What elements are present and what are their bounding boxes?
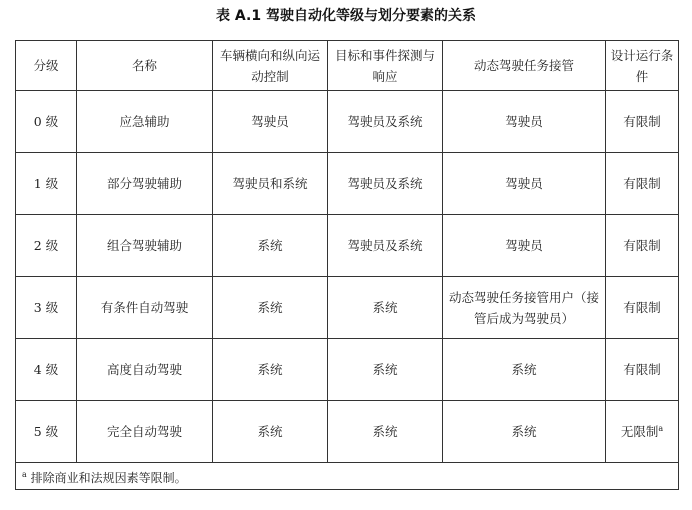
cell-level: 5 级 — [16, 401, 77, 463]
cell-name: 完全自动驾驶 — [77, 401, 213, 463]
cell-name: 组合驾驶辅助 — [77, 215, 213, 277]
cell-control: 系统 — [213, 277, 328, 339]
cell-takeover: 系统 — [443, 339, 606, 401]
cell-control: 驾驶员 — [213, 91, 328, 153]
automation-levels-table — [15, 40, 679, 490]
footnote-mark: a — [22, 469, 27, 479]
cell-control: 驾驶员和系统 — [213, 153, 328, 215]
cell-control: 系统 — [213, 401, 328, 463]
cell-level: 2 级 — [16, 215, 77, 277]
cell-level: 0 级 — [16, 91, 77, 153]
cell-detection: 驾驶员及系统 — [328, 91, 443, 153]
cell-detection: 驾驶员及系统 — [328, 153, 443, 215]
header-row — [16, 41, 679, 91]
table-row — [16, 91, 679, 153]
cell-odd — [606, 153, 679, 215]
header-level: 分级 — [16, 41, 77, 91]
cell-detection: 系统 — [328, 277, 443, 339]
cell-odd — [606, 215, 679, 277]
cell-detection: 系统 — [328, 339, 443, 401]
cell-odd — [606, 339, 679, 401]
table-footnote — [16, 463, 679, 490]
header-odd: 设计运行条件 — [606, 41, 679, 91]
odd-value: 有限制 — [623, 362, 661, 377]
header-control: 车辆横向和纵向运动控制 — [213, 41, 328, 91]
odd-value: 无限制 — [620, 424, 659, 439]
odd-value: 有限制 — [623, 176, 661, 191]
cell-level: 3 级 — [16, 277, 77, 339]
cell-takeover: 系统 — [443, 401, 606, 463]
cell-takeover: 驾驶员 — [443, 215, 606, 277]
cell-takeover: 驾驶员 — [443, 91, 606, 153]
cell-name: 部分驾驶辅助 — [77, 153, 213, 215]
table-caption: 表 A.1 驾驶自动化等级与划分要素的关系 — [216, 8, 476, 24]
cell-odd — [606, 277, 679, 339]
cell-level: 1 级 — [16, 153, 77, 215]
header-name: 名称 — [77, 41, 213, 91]
cell-level: 4 级 — [16, 339, 77, 401]
cell-name: 有条件自动驾驶 — [77, 277, 213, 339]
cell-name: 高度自动驾驶 — [77, 339, 213, 401]
table-row — [16, 153, 679, 215]
cell-odd — [606, 401, 679, 463]
odd-footnote-mark: a — [658, 423, 664, 433]
table-row — [16, 215, 679, 277]
cell-control: 系统 — [213, 215, 328, 277]
cell-takeover: 动态驾驶任务接管用户（接管后成为驾驶员） — [443, 277, 606, 339]
odd-value: 有限制 — [623, 300, 661, 315]
table-row — [16, 401, 679, 463]
odd-value: 有限制 — [623, 238, 661, 253]
footnote-text: 排除商业和法规因素等限制。 — [30, 470, 187, 485]
cell-odd — [606, 91, 679, 153]
cell-detection: 系统 — [328, 401, 443, 463]
odd-value: 有限制 — [623, 114, 661, 129]
table-row — [16, 339, 679, 401]
cell-detection: 驾驶员及系统 — [328, 215, 443, 277]
table-row — [16, 277, 679, 339]
cell-takeover: 驾驶员 — [443, 153, 606, 215]
cell-name: 应急辅助 — [77, 91, 213, 153]
header-takeover: 动态驾驶任务接管 — [443, 41, 606, 91]
cell-control: 系统 — [213, 339, 328, 401]
header-detection: 目标和事件探测与响应 — [328, 41, 443, 91]
footnote-row — [16, 463, 679, 490]
